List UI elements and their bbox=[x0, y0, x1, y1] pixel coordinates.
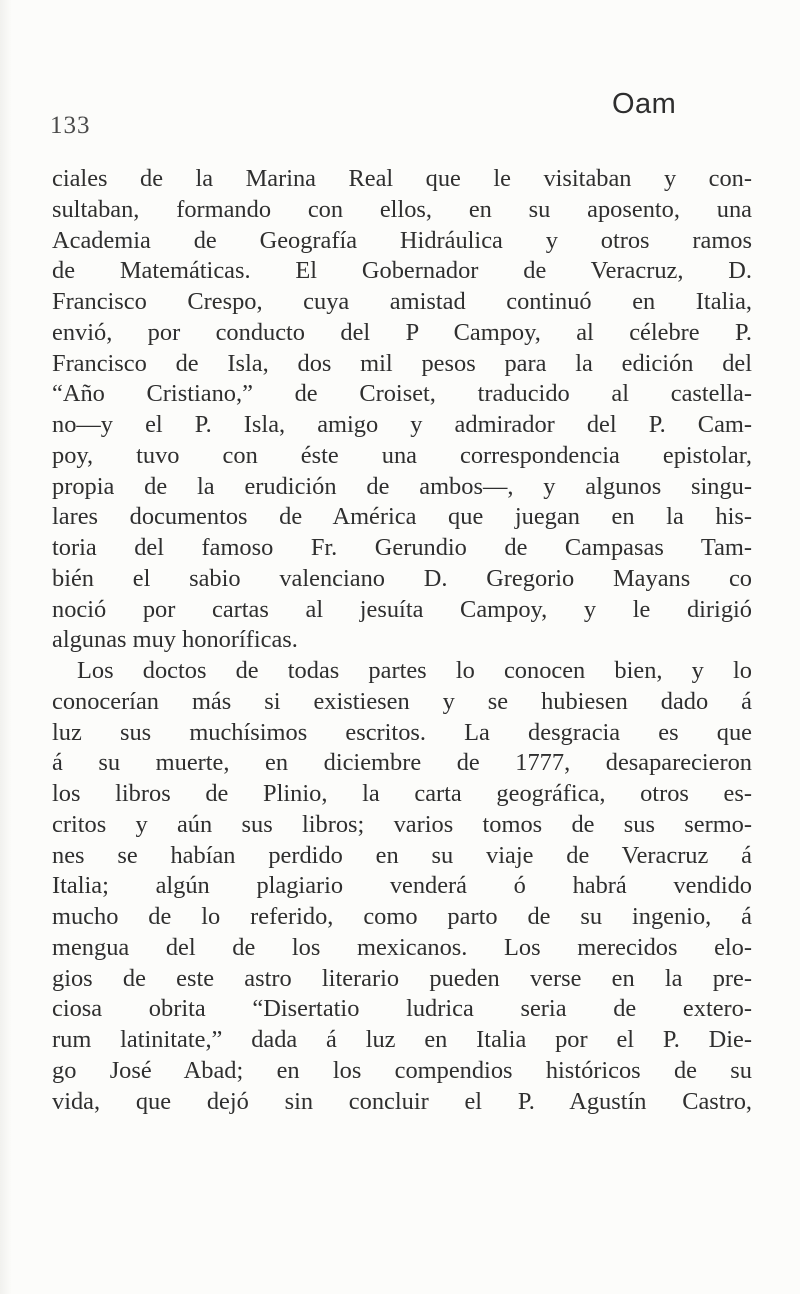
text-line: rum latinitate,” dada á luz en Italia por el P. Die- bbox=[52, 1026, 752, 1053]
text-line: Francisco Crespo, cuya amistad continuó en Italia, bbox=[52, 288, 752, 315]
text-line: no—y el P. Isla, amigo y admirador del P. Cam- bbox=[52, 411, 752, 438]
text-line: nes se habían perdido en su viaje de Veracruz á bbox=[52, 841, 752, 869]
text-line: poy, tuvo con éste una correspondencia epistolar, bbox=[52, 441, 752, 469]
text-line: Francisco de Isla, dos mil pesos para la edición del bbox=[52, 349, 752, 377]
body-text bbox=[52, 164, 752, 1117]
text-line: á su muerte, en diciembre de 1777, desaparecieron bbox=[52, 749, 752, 777]
text-line: critos y aún sus libros; varios tomos de sus sermo- bbox=[52, 810, 752, 838]
text-line: lares documentos de América que juegan en la his- bbox=[52, 503, 752, 531]
text-line: toria del famoso Fr. Gerundio de Campasas Tam- bbox=[52, 534, 752, 561]
text-line: “Año Cristiano,” de Croiset, traducido al castella- bbox=[52, 380, 752, 408]
text-line: ciales de la Marina Real que le visitaban y con- bbox=[52, 165, 752, 192]
text-line: los libros de Plinio, la carta geográfica, otros es- bbox=[52, 780, 752, 807]
text-line: gios de este astro literario pueden verse en la pre- bbox=[52, 964, 752, 992]
text-line: sultaban, formando con ellos, en su aposento, una bbox=[52, 195, 752, 223]
text-line: conocerían más si existiesen y se hubiesen dado á bbox=[52, 687, 752, 715]
text-line: mengua del de los mexicanos. Los merecidos elo- bbox=[52, 933, 752, 961]
text-line: algunas muy honoríficas. bbox=[52, 626, 298, 654]
handwritten-stamp: Oam bbox=[612, 88, 677, 120]
text-line: ciosa obrita “Disertatio ludrica seria de extero- bbox=[52, 995, 752, 1023]
text-line: go José Abad; en los compendios históricos de su bbox=[52, 1056, 752, 1084]
text-line: Academia de Geografía Hidráulica y otros ramos bbox=[52, 226, 752, 254]
text-line: mucho de lo referido, como parto de su ingenio, á bbox=[52, 903, 752, 930]
text-line: envió, por conducto del P Campoy, al célebre P. bbox=[52, 318, 752, 346]
text-line: Italia; algún plagiario venderá ó habrá vendido bbox=[52, 872, 752, 900]
text-line: de Matemáticas. El Gobernador de Veracruz, D. bbox=[52, 257, 752, 285]
page-edge-shadow bbox=[0, 0, 12, 1294]
text-line: vida, que dejó sin concluir el P. Agustín Castro, bbox=[52, 1087, 752, 1115]
text-line: noció por cartas al jesuíta Campoy, y le dirigió bbox=[52, 595, 752, 623]
page-number: 133 bbox=[50, 112, 91, 139]
text-line: propia de la erudición de ambos—, y algunos singu- bbox=[52, 472, 752, 500]
text-line: bién el sabio valenciano D. Gregorio Mayans co bbox=[52, 564, 752, 592]
text-line: Los doctos de todas partes lo conocen bien, y lo bbox=[77, 657, 752, 684]
text-line: luz sus muchísimos escritos. La desgracia es que bbox=[52, 718, 752, 746]
